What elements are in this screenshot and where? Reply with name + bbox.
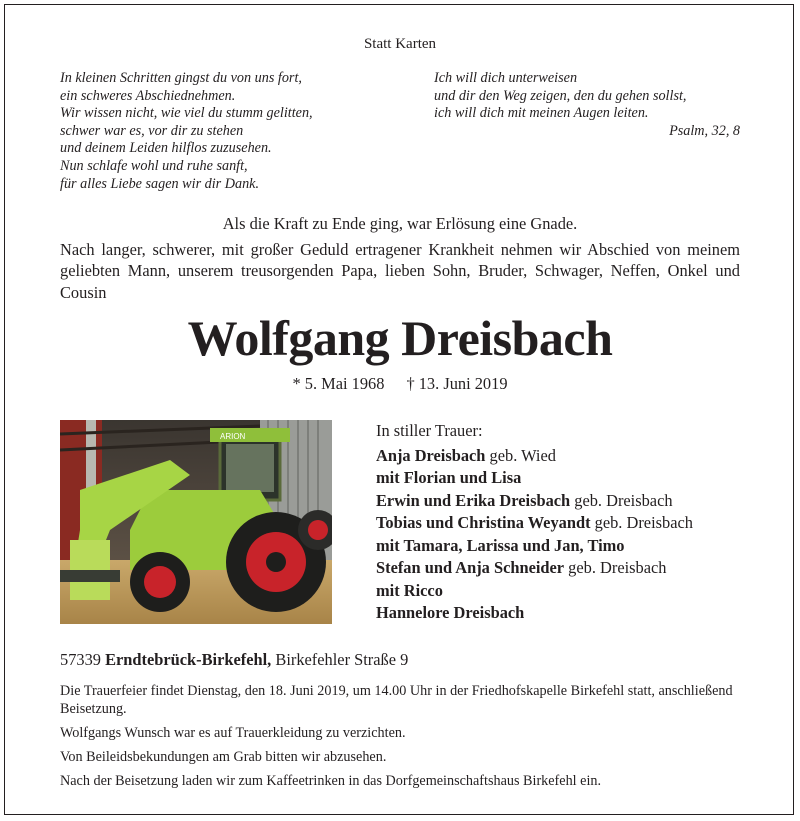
poem-line: In kleinen Schritten gingst du von uns fort, <box>60 70 302 86</box>
verse-line: Ich will dich unterweisen <box>434 70 578 86</box>
photo-brand-text: ARION <box>220 432 246 441</box>
condolence-note: Von Beileidsbekundungen am Grab bitten wir abzusehen. <box>60 748 387 765</box>
poem-line: Nun schlafe wohl und ruhe sanft, <box>60 157 248 174</box>
header-statt-karten: Statt Karten <box>363 36 437 52</box>
life-dates <box>0 374 800 394</box>
address-street: Birkefehler Straße 9 <box>275 650 409 669</box>
poem-line: und deinem Leiden hilflos zuzusehen. <box>60 140 272 157</box>
poem-line: für alles Liebe sagen wir dir Dank. <box>60 175 260 192</box>
mourner-entry: Tobias und Christina Weyandt geb. Dreisbach <box>376 513 693 532</box>
mourning-attire-note: Wolfgangs Wunsch war es auf Trauerkleidung zu verzichten. <box>60 724 406 741</box>
verse-line: ich will dich mit meinen Augen leiten. <box>434 105 649 122</box>
mourner-entry: Hannelore Dreisbach <box>376 603 525 622</box>
death-date: † 13. Juni 2019 <box>406 374 508 393</box>
mourners-heading: In stiller Trauer: <box>376 421 483 440</box>
mourner-children: mit Ricco <box>376 580 443 600</box>
funeral-notes <box>60 683 746 797</box>
poem-left <box>60 70 313 193</box>
mourner-entry: Stefan und Anja Schneider geb. Dreisbach <box>376 558 667 577</box>
deceased-name: Wolfgang Dreisbach <box>187 310 613 366</box>
mourner-entry: Erwin und Erika Dreisbach geb. Dreisbach <box>376 490 673 510</box>
birth-date: * 5. Mai 1968 <box>292 374 385 393</box>
psalm-reference: Psalm, 32, 8 <box>669 122 740 139</box>
poem-line: ein schweres Abschiednehmen. <box>60 87 236 104</box>
address-place: Erndtebrück-Birkefehl, <box>105 650 272 669</box>
mourner-entry: Anja Dreisbach geb. Wied <box>376 445 556 465</box>
poem-line: Wir wissen nicht, wie viel du stumm gelitten, <box>60 105 313 122</box>
coffee-invitation: Nach der Beisetzung laden wir zum Kaffeetrinken in das Dorfgemeinschaftshaus Birkefehl ein. <box>60 772 602 789</box>
intro-text: Nach langer, schwerer, mit großer Geduld ertragener Krankheit nehmen wir Abschied von meinem geliebten Mann, unserem treusorgenden Papa, lieben Sohn, Bruder, Schwager, Neffen, Onkel und Cousin <box>60 240 740 302</box>
tractor-photo <box>60 420 332 624</box>
mourners-list <box>376 420 693 625</box>
funeral-info: Die Trauerfeier findet Dienstag, den 18. Juni 2019, um 14.00 Uhr in der Friedhofskapelle Birkefehl statt, anschließend Beisetzung. <box>60 683 733 717</box>
mourner-children: mit Florian und Lisa <box>376 468 522 487</box>
address-zip: 57339 <box>60 650 101 669</box>
motto: Als die Kraft zu Ende ging, war Erlösung eine Gnade. <box>222 214 578 233</box>
address <box>60 650 408 670</box>
bible-verse <box>434 70 740 140</box>
verse-line: und dir den Weg zeigen, den du gehen sollst, <box>434 87 687 104</box>
mourner-children: mit Tamara, Larissa und Jan, Timo <box>376 535 625 555</box>
poem-line: schwer war es, vor dir zu stehen <box>60 122 244 139</box>
